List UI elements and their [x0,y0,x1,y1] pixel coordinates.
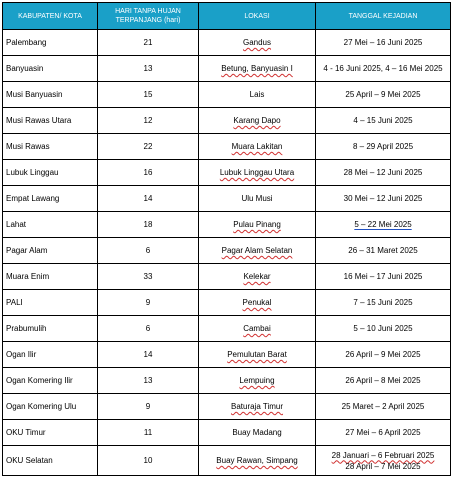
kabupaten-cell: Ogan Komering Ilir [3,368,98,394]
lokasi-text: Lempuing [239,376,275,385]
hari-cell: 12 [98,108,199,134]
tanggal-cell: 27 Mei – 16 Juni 2025 [316,30,451,56]
kabupaten-cell: Empat Lawang [3,186,98,212]
kabupaten-cell: Ogan Komering Ulu [3,394,98,420]
hari-cell: 9 [98,290,199,316]
lokasi-text: Kelekar [243,272,271,281]
tanggal-cell [316,446,451,476]
kabupaten-cell: OKU Timur [3,420,98,446]
hari-cell: 21 [98,30,199,56]
table-row [3,160,451,186]
hari-cell: 22 [98,134,199,160]
hari-cell: 10 [98,446,199,476]
table-row [3,134,451,160]
lokasi-text: Pagar Alam Selatan [221,246,293,255]
lokasi-text: Muara Lakitan [231,142,283,151]
tanggal-cell: 4 – 15 Juni 2025 [316,108,451,134]
tanggal-cell: 25 Maret – 2 April 2025 [316,394,451,420]
hari-cell: 9 [98,394,199,420]
lokasi-cell: Ulu Musi [199,186,316,212]
tanggal-cell: 5 – 10 Juni 2025 [316,316,451,342]
lokasi-cell [199,342,316,368]
kabupaten-cell: Musi Banyuasin [3,82,98,108]
tanggal-text: 5 – 22 Mei 2025 [354,220,412,229]
lokasi-cell [199,290,316,316]
lokasi-text: Cambai [243,324,271,333]
lokasi-cell: Buay Madang [199,420,316,446]
hari-cell: 18 [98,212,199,238]
lokasi-cell: Lais [199,82,316,108]
hari-cell: 13 [98,56,199,82]
header-lokasi: LOKASI [199,3,316,30]
table-row [3,368,451,394]
hari-cell: 13 [98,368,199,394]
header-tanggal: TANGGAL KEJADIAN [316,3,451,30]
lokasi-cell [199,160,316,186]
lokasi-text: Buay Rawan, Simpang [216,456,298,465]
lokasi-text: Pulau Pinang [233,220,281,229]
lokasi-text: Baturaja Timur [230,402,284,411]
kabupaten-cell: Prabumulih [3,316,98,342]
hari-cell: 33 [98,264,199,290]
dry-days-table [2,2,451,476]
hari-cell: 11 [98,420,199,446]
hari-cell: 6 [98,238,199,264]
header-row [3,3,451,30]
tanggal-cell: 27 Mei – 6 April 2025 [316,420,451,446]
tanggal-cell: 30 Mei – 12 Juni 2025 [316,186,451,212]
kabupaten-cell: Palembang [3,30,98,56]
hari-cell: 15 [98,82,199,108]
hari-cell: 6 [98,316,199,342]
lokasi-cell [199,30,316,56]
kabupaten-cell: Ogan Ilir [3,342,98,368]
lokasi-cell [199,368,316,394]
kabupaten-cell: Lubuk Linggau [3,160,98,186]
kabupaten-cell: Musi Rawas Utara [3,108,98,134]
kabupaten-cell: Lahat [3,212,98,238]
kabupaten-cell: PALI [3,290,98,316]
tanggal-cell: 26 April – 9 Mei 2025 [316,342,451,368]
tanggal-cell: 16 Mei – 17 Juni 2025 [316,264,451,290]
hari-cell: 16 [98,160,199,186]
kabupaten-cell: OKU Selatan [3,446,98,476]
header-kabupaten: KABUPATEN/ KOTA [3,3,98,30]
table-row [3,446,451,476]
tanggal-line-2: 28 April – 7 Mei 2025 [345,461,421,471]
tanggal-cell: 28 Mei – 12 Juni 2025 [316,160,451,186]
table-row [3,342,451,368]
lokasi-text: Penukal [242,298,272,307]
kabupaten-cell: Muara Enim [3,264,98,290]
lokasi-cell [199,238,316,264]
lokasi-cell [199,264,316,290]
lokasi-cell [199,108,316,134]
table-row [3,264,451,290]
tanggal-cell: 25 April – 9 Mei 2025 [316,82,451,108]
table-row [3,30,451,56]
header-hari: HARI TANPA HUJAN TERPANJANG (hari) [98,3,199,30]
table-row [3,290,451,316]
table-row [3,238,451,264]
hari-cell: 14 [98,342,199,368]
lokasi-cell [199,56,316,82]
tanggal-cell: 7 – 15 Juni 2025 [316,290,451,316]
table-row [3,108,451,134]
lokasi-cell [199,394,316,420]
table-row [3,82,451,108]
kabupaten-cell: Banyuasin [3,56,98,82]
tanggal-cell: 26 – 31 Maret 2025 [316,238,451,264]
kabupaten-cell: Musi Rawas [3,134,98,160]
lokasi-cell [199,212,316,238]
tanggal-cell: 8 – 29 April 2025 [316,134,451,160]
table-row [3,394,451,420]
tanggal-line-1: 28 Januari – 6 Februari 2025 [331,450,435,460]
table-row [3,212,451,238]
tanggal-cell: 26 April – 8 Mei 2025 [316,368,451,394]
kabupaten-cell: Pagar Alam [3,238,98,264]
lokasi-text: Karang Dapo [233,116,281,125]
lokasi-cell [199,134,316,160]
lokasi-text: Gandus [242,38,272,47]
table-row [3,186,451,212]
hari-cell: 14 [98,186,199,212]
table-row [3,316,451,342]
lokasi-text: Pemulutan Barat [227,350,287,359]
lokasi-text: Betung, Banyuasin I [221,64,293,73]
table-container [2,2,451,476]
lokasi-cell [199,446,316,476]
lokasi-text: Lubuk Linggau Utara [219,168,295,177]
lokasi-cell [199,316,316,342]
table-row [3,56,451,82]
tanggal-cell: 4 - 16 Juni 2025, 4 – 16 Mei 2025 [316,56,451,82]
tanggal-cell [316,212,451,238]
table-row [3,420,451,446]
